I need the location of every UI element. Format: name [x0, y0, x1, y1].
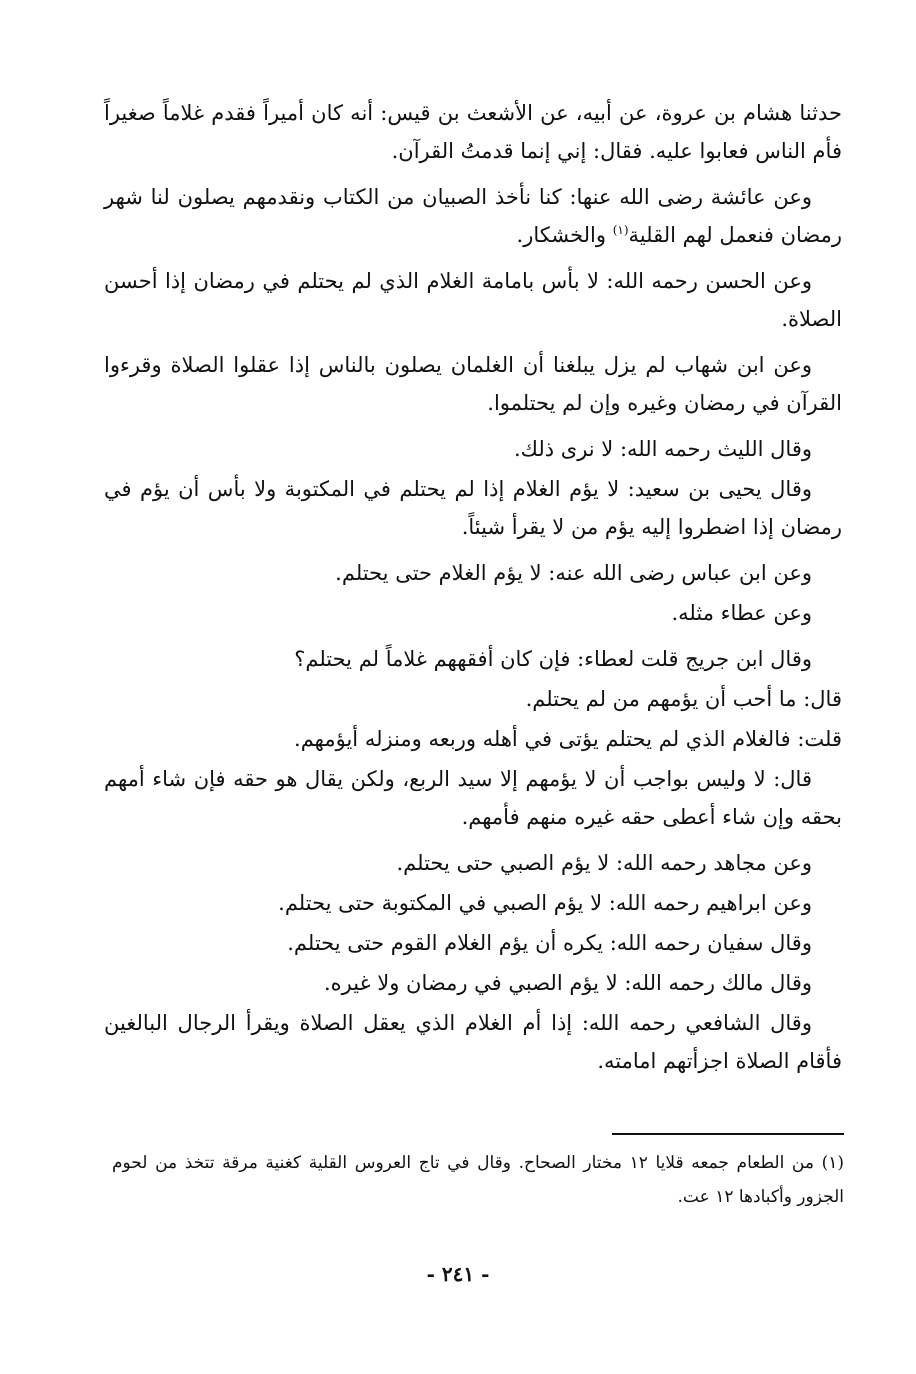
paragraph-yahya: وقال يحيى بن سعيد: لا يؤم الغلام إذا لم يحتلم في المكتوبة ولا بأس أن يؤم في رمضان إذا اضطروا إليه يؤم من لا يقرأ شيئاً. — [104, 477, 842, 539]
paragraph-sufyan: وقال سفيان رحمه الله: يكره أن يؤم الغلام القوم حتى يحتلم. — [287, 931, 812, 955]
paragraph-shafii: وقال الشافعي رحمه الله: إذا أم الغلام الذي يعقل الصلاة ويقرأ الرجال البالغين فأقام الصلاة اجزأتهم امامته. — [104, 1011, 842, 1073]
paragraph-qultu: قلت: فالغلام الذي لم يحتلم يؤتى في أهله وربعه ومنزله أيؤمهم. — [294, 727, 842, 751]
paragraph-ibn-juraij: وقال ابن جريج قلت لعطاء: فإن كان أفقههم غلاماً لم يحتلم؟ — [294, 647, 812, 671]
paragraph-ibrahim: وعن ابراهيم رحمه الله: لا يؤم الصبي في المكتوبة حتى يحتلم. — [278, 891, 812, 915]
paragraph-ata: وعن عطاء مثله. — [671, 601, 812, 625]
footnotes — [112, 1146, 844, 1214]
paragraph-mujahid: وعن مجاهد رحمه الله: لا يؤم الصبي حتى يحتلم. — [396, 851, 812, 875]
paragraph-aisha: وعن عائشة رضى الله عنها: كنا نأخذ الصبيان من الكتاب ونقدمهم يصلون لنا شهر رمضان فنعمل لهم القلية$^{(١)}$ والخشكار. — [104, 185, 842, 247]
footnote-separator — [612, 1133, 844, 1135]
main-text — [104, 94, 842, 1088]
paragraph-qala-2: قال: لا وليس بواجب أن لا يؤمهم إلا سيد الربع، ولكن يقال هو حقه فإن شاء أمهم بحقه وإن شاء أعطى حقه غيره منهم فأمهم. — [104, 767, 842, 829]
page-number: - ٢٤١ - — [426, 1262, 490, 1286]
paragraph-qala-1: قال: ما أحب أن يؤمهم من لم يحتلم. — [525, 687, 842, 711]
paragraph-hasan: وعن الحسن رحمه الله: لا بأس بامامة الغلام الذي لم يحتلم في رمضان إذا أحسن الصلاة. — [104, 269, 842, 331]
footnote-1: (١) من الطعام جمعه قلايا ١٢ مختار الصحاح. وقال في تاج العروس القلية كغنية مرقة تتخذ من لحوم الجزور وأكبادها ١٢ عت. — [112, 1153, 844, 1207]
paragraph-laith: وقال الليث رحمه الله: لا نرى ذلك. — [513, 437, 812, 461]
paragraph-ibn-abbas: وعن ابن عباس رضى الله عنه: لا يؤم الغلام حتى يحتلم. — [335, 561, 812, 585]
footnote-ref-1[interactable]: (١) — [612, 223, 629, 237]
paragraph-ibn-shihab: وعن ابن شهاب لم يزل يبلغنا أن الغلمان يصلون بالناس إذا عقلوا الصلاة وقرءوا القرآن في رمضان وغيره وإن لم يحتلموا. — [104, 353, 842, 415]
paragraph-malik: وقال مالك رحمه الله: لا يؤم الصبي في رمضان ولا غيره. — [324, 971, 812, 995]
paragraph-hisham: حدثنا هشام بن عروة، عن أبيه، عن الأشعث بن قيس: أنه كان أميراً فقدم غلاماً صغيراً فأم الناس فعابوا عليه. فقال: إني إنما قدمتُ القرآن. — [104, 101, 842, 163]
